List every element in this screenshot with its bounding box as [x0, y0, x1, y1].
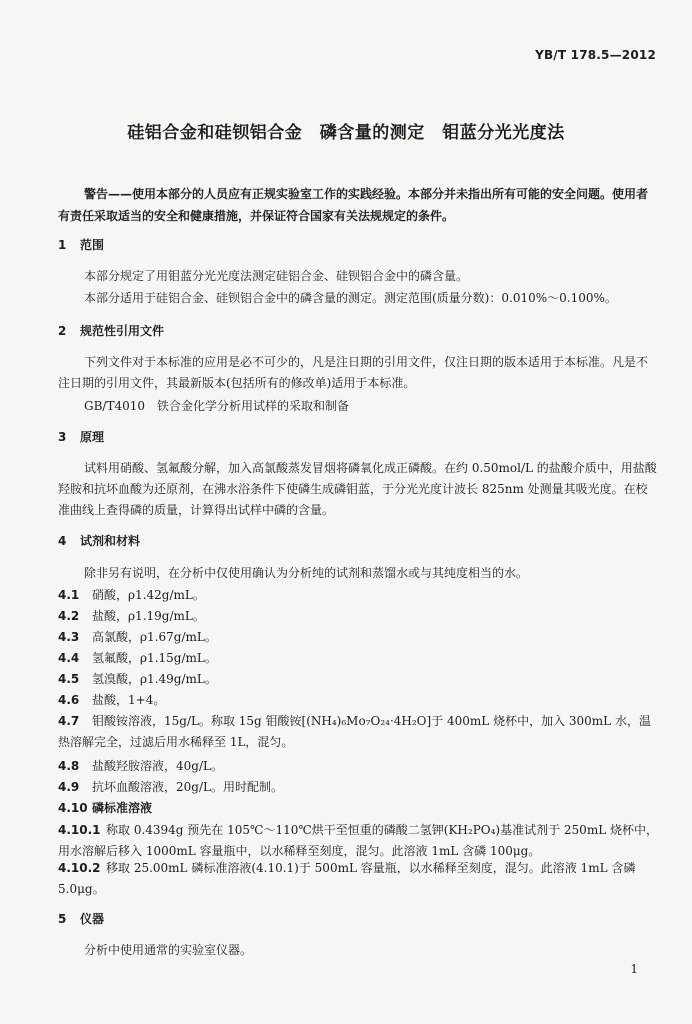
section-1-para-1: 本部分规定了用钼蓝分光光度法测定硅铝合金、硅钡铝合金中的磷含量。 — [84, 269, 469, 283]
warning-paragraph: 警告——使用本部分的人员应有正规实验室工作的实践经验。本部分并未指出所有可能的安全问题。使用者有责任采取适当的安全和健康措施，并保证符合国家有关法规规定的条件。 — [58, 187, 649, 223]
section-5-para-1: 分析中使用通常的实验室仪器。 — [84, 943, 253, 957]
section-1-heading — [58, 236, 104, 253]
section-2-para-1: 下列文件对于本标准的应用是必不可少的，凡是注日期的引用文件，仅注日期的版本适用于本标准。凡是不注日期的引用文件，其最新版本(包括所有的修改单)适用于本标准。 — [58, 355, 649, 390]
section-number: 2 — [58, 324, 67, 338]
section-title: 试剂和材料 — [80, 534, 141, 548]
reagent-item: 4.9 抗坏血酸溶液，20g/L。用时配制。 — [58, 780, 283, 794]
standard-code: YB/T 178.5—2012 — [535, 48, 656, 62]
section-4-heading — [58, 532, 140, 549]
section-title: 规范性引用文件 — [80, 324, 165, 338]
section-number: 5 — [58, 912, 67, 926]
reagent-item: 4.10.2 移取 25.00mL 磷标准溶液(4.10.1)于 500mL 容量瓶，以水稀释至刻度，混匀。此溶液 1mL 含磷 5.0μg。 — [58, 861, 636, 896]
reagent-item: 4.7 钼酸铵溶液，15g/L。称取 15g 钼酸铵[(NH₄)₆Mo₇O₂₄·4H₂O]于 400mL 烧杯中，加入 300mL 水，温热溶解完全，过滤后用水稀释至 1L，混匀。 — [58, 714, 651, 749]
section-3-para-1: 试料用硝酸、氢氟酸分解，加入高氯酸蒸发冒烟将磷氧化成正磷酸。在约 0.50mol/L 的盐酸介质中，用盐酸羟胺和抗坏血酸为还原剂，在沸水浴条件下使磷生成磷钼蓝，于分光光度计波长 825nm 处测量其吸光度。在校准曲线上查得磷的质量，计算得出试样中磷的含量。 — [58, 461, 657, 517]
section-title: 原理 — [80, 430, 105, 444]
reagent-item: 4.6 盐酸，1+4。 — [58, 693, 166, 707]
reagent-item: 4.2 盐酸，ρ1.19g/mL。 — [58, 609, 205, 623]
section-number: 4 — [58, 534, 67, 548]
section-1-para-2: 本部分适用于硅铝合金、硅钡铝合金中的磷含量的测定。测定范围(质量分数)：0.010%～0.100%。 — [84, 291, 617, 305]
section-2-heading — [58, 322, 164, 339]
section-4-intro: 除非另有说明，在分析中仅使用确认为分析纯的试剂和蒸馏水或与其纯度相当的水。 — [84, 566, 529, 580]
section-title: 范围 — [80, 238, 105, 252]
section-3-heading — [58, 428, 104, 445]
reagent-item: 4.3 高氯酸，ρ1.67g/mL。 — [58, 630, 217, 644]
section-number: 1 — [58, 238, 67, 252]
reagent-item: 4.1 硝酸，ρ1.42g/mL。 — [58, 588, 205, 602]
reagent-item: 4.8 盐酸羟胺溶液，40g/L。 — [58, 759, 223, 773]
page-number: 1 — [630, 962, 638, 976]
reagent-item: 4.5 氢溴酸，ρ1.49g/mL。 — [58, 672, 217, 686]
section-number: 3 — [58, 430, 67, 444]
reagent-item: 4.4 氢氟酸，ρ1.15g/mL。 — [58, 651, 217, 665]
section-title: 仪器 — [80, 912, 105, 926]
document-title: 硅铝合金和硅钡铝合金 磷含量的测定 钼蓝分光光度法 — [127, 123, 565, 143]
reagent-item: 4.10.1 称取 0.4394g 预先在 105℃～110℃烘干至恒重的磷酸二氢钾(KH₂PO₄)基准试剂于 250mL 烧杯中，用水溶解后移入 1000mL 容量瓶中，以水稀释至刻度，混匀。此溶液 1mL 含磷 100μg。 — [58, 823, 658, 858]
section-2-reference: GB/T4010 铁合金化学分析用试样的采取和制备 — [84, 399, 349, 413]
section-5-heading — [58, 910, 104, 927]
reagent-subheading: 4.10 磷标准溶液 — [58, 801, 153, 815]
